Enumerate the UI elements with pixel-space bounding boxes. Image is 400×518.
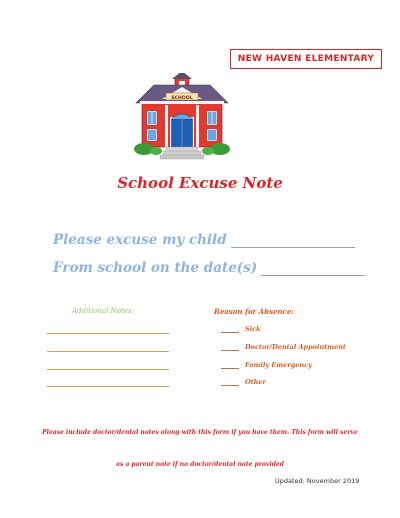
reason-other[interactable] <box>221 378 266 386</box>
footer-note-1: Please include doctor/dental notes along with this form if you have them. This form will serve <box>42 429 358 436</box>
form-title: School Excuse Note <box>117 174 283 192</box>
note-line-4[interactable] <box>47 386 169 387</box>
reason-other-label: Other <box>245 378 266 386</box>
reason-other-blank[interactable] <box>221 379 239 386</box>
child-name-label: Please excuse my child <box>53 232 227 248</box>
schoolhouse-icon <box>132 73 232 165</box>
reason-doctor-label: Doctor/Dental Appointment <box>245 343 346 351</box>
additional-notes-heading: Additional Notes: <box>72 307 134 315</box>
reason-doctor[interactable] <box>221 343 346 351</box>
note-line-3[interactable] <box>47 369 169 370</box>
updated-date: Updated: November 2019 <box>275 477 360 485</box>
reason-family-blank[interactable] <box>221 362 239 369</box>
reason-family-label: Family Emergency <box>245 361 312 369</box>
reason-sick[interactable] <box>221 325 261 333</box>
child-name-field[interactable] <box>231 235 355 248</box>
note-line-2[interactable] <box>47 351 169 352</box>
reason-doctor-blank[interactable] <box>221 344 239 351</box>
absence-date-field[interactable] <box>261 263 365 276</box>
reason-heading: Reason for Absence: <box>214 307 294 316</box>
reason-sick-blank[interactable] <box>221 326 239 333</box>
reason-family[interactable] <box>221 361 312 369</box>
absence-date-row <box>53 260 365 276</box>
reason-sick-label: Sick <box>245 325 261 333</box>
school-name: NEW HAVEN ELEMENTARY <box>237 54 375 64</box>
absence-date-label: From school on the date(s) <box>53 260 258 276</box>
school-sign-text: SCHOOL <box>171 95 193 101</box>
school-name-box <box>230 49 382 69</box>
note-line-1[interactable] <box>47 333 169 334</box>
child-name-row <box>53 232 355 248</box>
footer-note-2: as a parent note if no doctor/dental note provided <box>116 461 284 468</box>
